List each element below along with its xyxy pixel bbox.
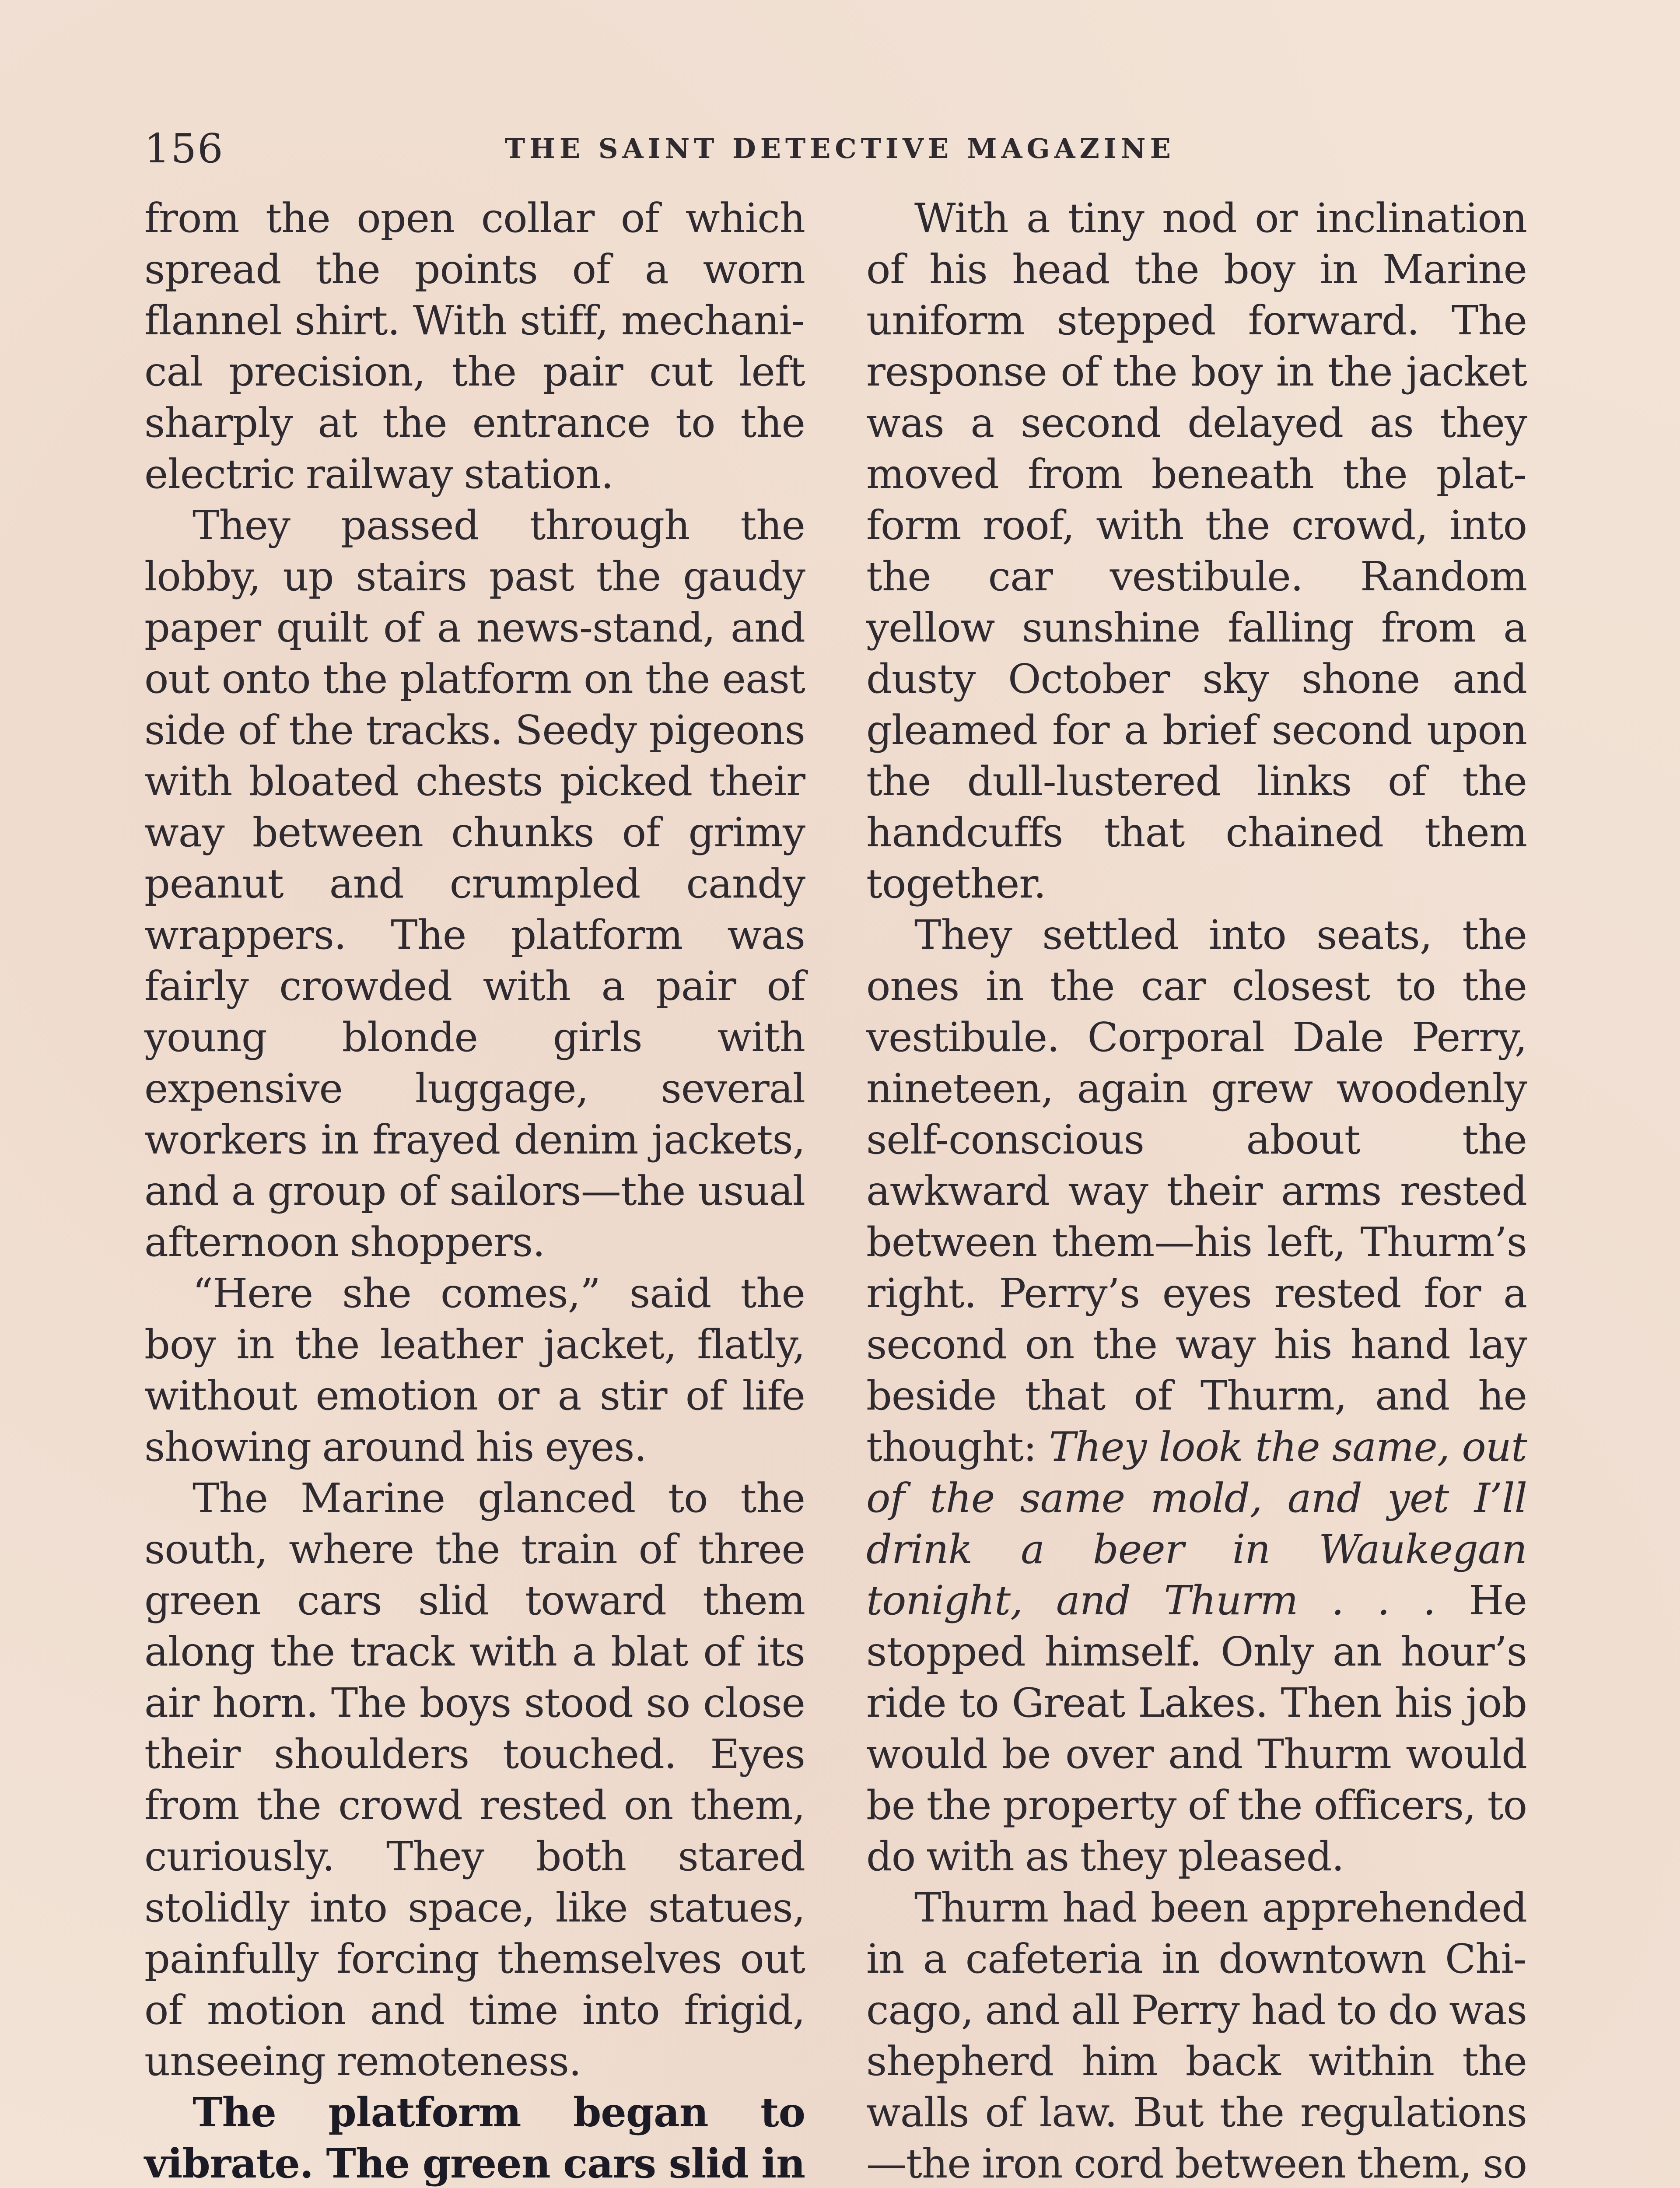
paragraph: Thurm had been apprehended in a cafeteria in downtown Chicago, and all Perry had to do was shepherd him back within the walls of law. But the regulations—the iron cord between them, so	[866, 1884, 1527, 2187]
paragraph: The platform began to vibrate. The green cars slid in	[144, 2089, 805, 2187]
paragraph-text: They settled into seats, the ones in the car closest to the vestibule. Corporal Dale Perry, nineteen, again grew woodenly self-conscious about the awkward way their arms rested between them—his left, Thurm’s right. Perry’s eyes rested for a second on the way his hand lay beside that of Thurm, and he thought:	[866, 912, 1527, 1470]
page-header	[144, 123, 1536, 175]
paragraph: With a tiny nod or inclination of his head the boy in Marine uniform stepped forward. The response of the boy in the jacket was a second delayed as they moved from beneath the platform roof, with the crowd, into the car vestibule. Random yellow sunshine falling from a dusty October sky shone and gleamed for a brief second upon the dull-lustered links of the handcuffs that chained them together.	[866, 195, 1527, 907]
left-column	[144, 193, 805, 2188]
paragraph: from the open collar of which spread the points of a worn flannel shirt. With stiff, mechanical precision, the pair cut left sharply at the entrance to the electric railway station.	[144, 195, 805, 498]
paragraph: “Here she comes,” said the boy in the leather jacket, flatly, without emotion or a stir of life showing around his eyes.	[144, 1270, 805, 1470]
paragraph-text: He stopped himself. Only an hour’s ride to Great Lakes. Then his job would be over and Thurm would be the property of the officers, to do with as they pleased.	[866, 1577, 1527, 1880]
paragraph: The Marine glanced to the south, where the train of three green cars slid toward them along the track with a blat of its air horn. The boys stood so close their shoulders touched. Eyes from the crowd rested on them, curiously. They both stared stolidly into space, like statues, painfully forcing themselves out of motion and time into frigid, unseeing remoteness.	[144, 1475, 805, 2085]
right-column	[866, 193, 1527, 2188]
page-number: 156	[144, 125, 224, 172]
italic-thought: They look the same, out of the same mold, and yet I’ll drink a beer in Waukegan tonight, and Thurm . . .	[866, 1424, 1527, 1624]
running-head: THE SAINT DETECTIVE MAGAZINE	[505, 133, 1175, 165]
paragraph	[866, 909, 1527, 1882]
paragraph: They passed through the lobby, up stairs past the gaudy paper quilt of a news-stand, and out onto the platform on the east side of the tracks. Seedy pigeons with bloated chests picked their way between chunks of grimy peanut and crumpled candy wrappers. The platform was fairly crowded with a pair of young blonde girls with expensive luggage, several workers in frayed denim jackets, and a group of sailors—the usual afternoon shoppers.	[144, 502, 805, 1266]
